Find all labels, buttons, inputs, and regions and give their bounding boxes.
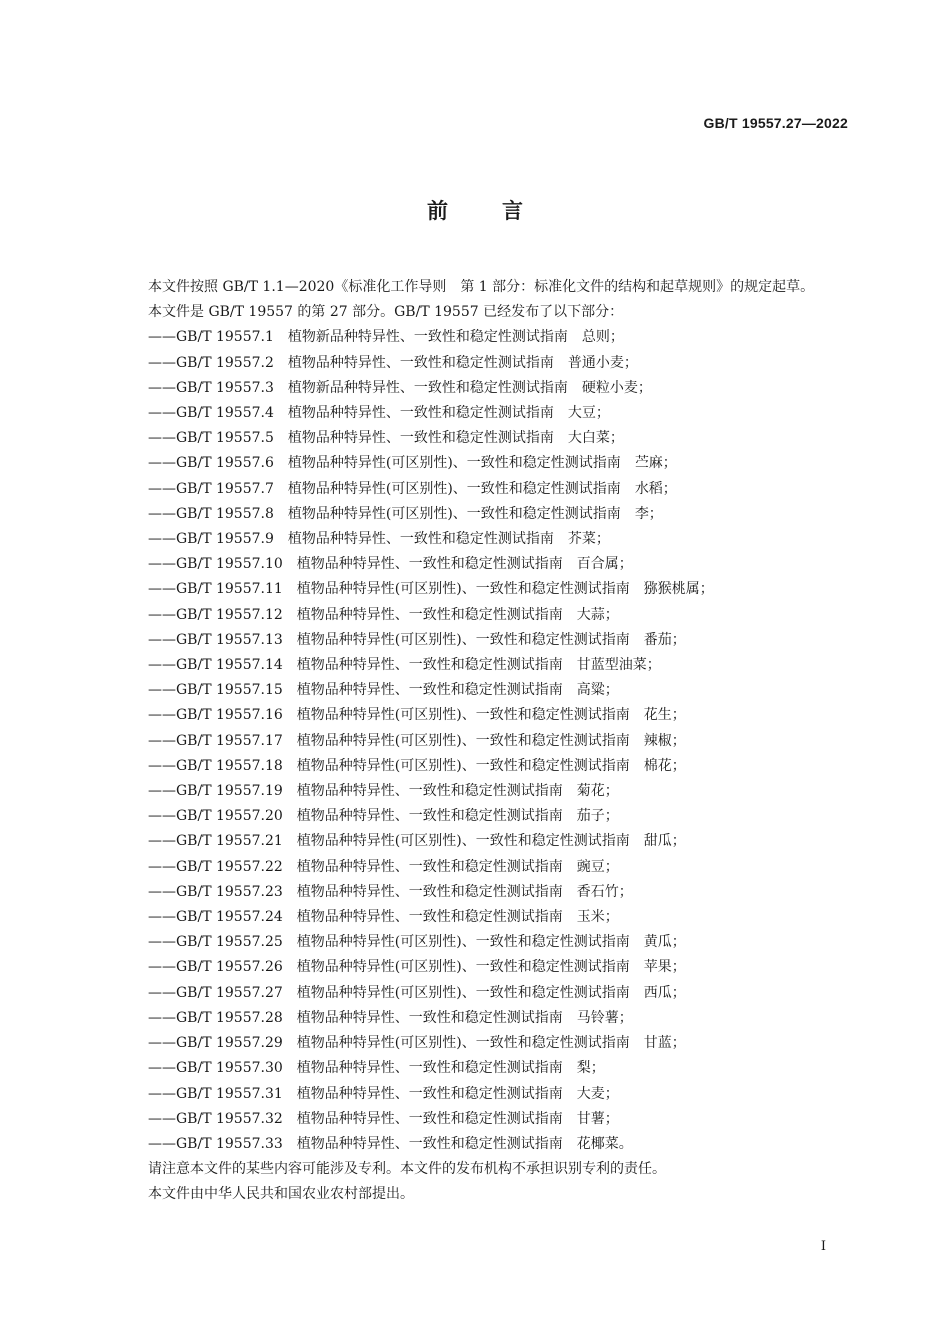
list-item	[113, 451, 851, 476]
published-parts-list	[113, 325, 851, 1157]
part-crop: 棉花；	[643, 757, 686, 774]
list-item	[113, 401, 851, 426]
part-code: GB/T 19557.14	[176, 657, 283, 674]
part-title: 植物品种特异性、一致性和稳定性测试指南	[296, 783, 563, 800]
list-item-dash: ——	[148, 354, 176, 371]
paragraph-proposer: 本文件由中华人民共和国农业农村部提出。	[148, 1186, 414, 1203]
list-item	[113, 502, 851, 527]
list-item-dash: ——	[148, 1060, 176, 1077]
part-code: GB/T 19557.19	[176, 783, 283, 800]
part-crop: 茄子；	[576, 808, 619, 825]
part-crop: 黄瓜；	[643, 934, 686, 951]
part-title: 植物品种特异性(可区别性)、一致性和稳定性测试指南	[296, 707, 630, 724]
part-title: 植物品种特异性、一致性和稳定性测试指南	[296, 858, 563, 875]
part-title: 植物品种特异性(可区别性)、一致性和稳定性测试指南	[296, 833, 630, 850]
list-item	[113, 804, 851, 829]
part-title: 植物品种特异性、一致性和稳定性测试指南	[287, 531, 554, 548]
list-item	[113, 376, 851, 401]
list-item-dash: ——	[148, 984, 176, 1001]
list-item-dash: ——	[148, 934, 176, 951]
list-item-dash: ——	[148, 379, 176, 396]
list-item	[113, 930, 851, 955]
part-code: GB/T 19557.25	[176, 934, 283, 951]
part-code: GB/T 19557.33	[176, 1135, 283, 1152]
list-item-dash: ——	[148, 1085, 176, 1102]
part-crop: 总则；	[581, 329, 624, 346]
part-title: 植物品种特异性、一致性和稳定性测试指南	[296, 682, 563, 699]
part-title: 植物品种特异性、一致性和稳定性测试指南	[296, 1135, 563, 1152]
list-item-dash: ——	[148, 959, 176, 976]
list-item-dash: ——	[148, 1035, 176, 1052]
part-code: GB/T 19557.23	[176, 883, 283, 900]
list-item-dash: ——	[148, 883, 176, 900]
part-title: 植物品种特异性、一致性和稳定性测试指南	[296, 556, 563, 573]
part-crop: 豌豆；	[576, 858, 619, 875]
list-item	[113, 351, 851, 376]
part-crop: 大麦；	[576, 1085, 619, 1102]
list-item	[113, 653, 851, 678]
list-item-dash: ——	[148, 430, 176, 447]
standard-number: GB/T 19557.27—2022	[703, 115, 848, 131]
part-crop: 甘蓝；	[643, 1035, 686, 1052]
list-item	[113, 678, 851, 703]
list-item	[113, 955, 851, 980]
part-crop: 百合属；	[576, 556, 633, 573]
part-title: 植物品种特异性、一致性和稳定性测试指南	[296, 909, 563, 926]
part-title: 植物品种特异性、一致性和稳定性测试指南	[296, 808, 563, 825]
part-title: 植物品种特异性(可区别性)、一致性和稳定性测试指南	[296, 934, 630, 951]
part-title: 植物新品种特异性、一致性和稳定性测试指南	[287, 329, 568, 346]
part-crop: 花椰菜。	[576, 1135, 633, 1152]
part-title: 植物品种特异性(可区别性)、一致性和稳定性测试指南	[287, 480, 621, 497]
part-title: 植物品种特异性(可区别性)、一致性和稳定性测试指南	[287, 455, 621, 472]
part-code: GB/T 19557.8	[176, 505, 274, 522]
part-title: 植物品种特异性、一致性和稳定性测试指南	[296, 1085, 563, 1102]
part-code: GB/T 19557.1	[176, 329, 274, 346]
part-code: GB/T 19557.5	[176, 430, 274, 447]
part-title: 植物品种特异性、一致性和稳定性测试指南	[287, 354, 554, 371]
part-code: GB/T 19557.3	[176, 379, 274, 396]
part-crop: 甘蓝型油菜；	[576, 657, 661, 674]
part-title: 植物品种特异性(可区别性)、一致性和稳定性测试指南	[296, 631, 630, 648]
part-code: GB/T 19557.16	[176, 707, 283, 724]
part-code: GB/T 19557.12	[176, 606, 283, 623]
part-crop: 大豆；	[567, 405, 610, 422]
part-code: GB/T 19557.20	[176, 808, 283, 825]
part-crop: 菊花；	[576, 783, 619, 800]
list-item	[113, 1006, 851, 1031]
list-item-dash: ——	[148, 707, 176, 724]
list-item-dash: ——	[148, 808, 176, 825]
part-title: 植物品种特异性(可区别性)、一致性和稳定性测试指南	[296, 581, 630, 598]
part-crop: 梨；	[576, 1060, 605, 1077]
list-item-dash: ——	[148, 556, 176, 573]
list-item	[113, 325, 851, 350]
list-item	[113, 426, 851, 451]
list-item	[113, 754, 851, 779]
part-code: GB/T 19557.15	[176, 682, 283, 699]
part-code: GB/T 19557.10	[176, 556, 283, 573]
part-title: 植物品种特异性(可区别性)、一致性和稳定性测试指南	[296, 959, 630, 976]
list-item-dash: ——	[148, 606, 176, 623]
list-item	[113, 1132, 851, 1157]
list-item-dash: ——	[148, 531, 176, 548]
list-item	[113, 703, 851, 728]
part-title: 植物品种特异性(可区别性)、一致性和稳定性测试指南	[287, 505, 621, 522]
list-item-dash: ——	[148, 833, 176, 850]
part-code: GB/T 19557.24	[176, 909, 283, 926]
part-crop: 李；	[634, 505, 663, 522]
document-body	[113, 275, 851, 1208]
part-title: 植物品种特异性、一致性和稳定性测试指南	[296, 1009, 563, 1026]
part-code: GB/T 19557.28	[176, 1009, 283, 1026]
part-code: GB/T 19557.29	[176, 1035, 283, 1052]
part-code: GB/T 19557.17	[176, 732, 283, 749]
part-title: 植物品种特异性、一致性和稳定性测试指南	[296, 1110, 563, 1127]
part-crop: 普通小麦；	[567, 354, 638, 371]
page-number: I	[820, 1239, 826, 1254]
part-code: GB/T 19557.21	[176, 833, 283, 850]
part-crop: 番茄；	[643, 631, 686, 648]
list-item	[113, 1031, 851, 1056]
list-item	[113, 1107, 851, 1132]
part-crop: 高粱；	[576, 682, 619, 699]
part-crop: 水稻；	[634, 480, 677, 497]
list-item-dash: ——	[148, 581, 176, 598]
part-crop: 香石竹；	[576, 883, 633, 900]
list-item-dash: ——	[148, 783, 176, 800]
list-item-dash: ——	[148, 455, 176, 472]
part-crop: 硬粒小麦；	[581, 379, 652, 396]
part-title: 植物品种特异性(可区别性)、一致性和稳定性测试指南	[296, 732, 630, 749]
part-code: GB/T 19557.6	[176, 455, 274, 472]
list-item	[113, 527, 851, 552]
list-item-dash: ——	[148, 657, 176, 674]
part-code: GB/T 19557.22	[176, 858, 283, 875]
part-title: 植物新品种特异性、一致性和稳定性测试指南	[287, 379, 568, 396]
part-code: GB/T 19557.13	[176, 631, 283, 648]
part-title: 植物品种特异性(可区别性)、一致性和稳定性测试指南	[296, 1035, 630, 1052]
part-crop: 甜瓜；	[643, 833, 686, 850]
list-item	[113, 1056, 851, 1081]
part-code: GB/T 19557.26	[176, 959, 283, 976]
part-title: 植物品种特异性(可区别性)、一致性和稳定性测试指南	[296, 984, 630, 1001]
list-item	[113, 477, 851, 502]
list-item-dash: ——	[148, 858, 176, 875]
part-title: 植物品种特异性、一致性和稳定性测试指南	[296, 657, 563, 674]
part-crop: 马铃薯；	[576, 1009, 633, 1026]
part-code: GB/T 19557.9	[176, 531, 274, 548]
list-item	[113, 855, 851, 880]
part-code: GB/T 19557.27	[176, 984, 283, 1001]
part-code: GB/T 19557.31	[176, 1085, 283, 1102]
list-item-dash: ——	[148, 480, 176, 497]
list-item-dash: ——	[148, 405, 176, 422]
part-title: 植物品种特异性(可区别性)、一致性和稳定性测试指南	[296, 757, 630, 774]
list-item	[113, 1082, 851, 1107]
list-item	[113, 981, 851, 1006]
part-crop: 甘薯；	[576, 1110, 619, 1127]
part-title: 植物品种特异性、一致性和稳定性测试指南	[296, 883, 563, 900]
part-crop: 大白菜；	[567, 430, 624, 447]
part-crop: 辣椒；	[643, 732, 686, 749]
part-code: GB/T 19557.32	[176, 1110, 283, 1127]
list-item-dash: ——	[148, 505, 176, 522]
list-item	[113, 628, 851, 653]
part-crop: 苹果；	[643, 959, 686, 976]
part-crop: 玉米；	[576, 909, 619, 926]
list-item-dash: ——	[148, 329, 176, 346]
list-item	[113, 880, 851, 905]
list-item-dash: ——	[148, 757, 176, 774]
part-code: GB/T 19557.2	[176, 354, 274, 371]
list-item-dash: ——	[148, 1009, 176, 1026]
list-item	[113, 552, 851, 577]
list-item-dash: ——	[148, 732, 176, 749]
part-title: 植物品种特异性、一致性和稳定性测试指南	[296, 1060, 563, 1077]
list-item	[113, 603, 851, 628]
list-item	[113, 829, 851, 854]
paragraph-series-intro: 本文件是 GB/T 19557 的第 27 部分。GB/T 19557 已经发布了以下部分：	[148, 304, 624, 321]
part-crop: 芥菜；	[567, 531, 610, 548]
list-item	[113, 577, 851, 602]
part-crop: 猕猴桃属；	[643, 581, 714, 598]
part-code: GB/T 19557.7	[176, 480, 274, 497]
list-item-dash: ——	[148, 1110, 176, 1127]
page-title: 前言	[427, 199, 577, 223]
list-item-dash: ——	[148, 1135, 176, 1152]
part-crop: 苎麻；	[634, 455, 677, 472]
list-item-dash: ——	[148, 682, 176, 699]
part-code: GB/T 19557.30	[176, 1060, 283, 1077]
part-code: GB/T 19557.18	[176, 757, 283, 774]
part-title: 植物品种特异性、一致性和稳定性测试指南	[287, 405, 554, 422]
list-item-dash: ——	[148, 631, 176, 648]
part-code: GB/T 19557.4	[176, 405, 274, 422]
part-title: 植物品种特异性、一致性和稳定性测试指南	[296, 606, 563, 623]
list-item	[113, 905, 851, 930]
part-title: 植物品种特异性、一致性和稳定性测试指南	[287, 430, 554, 447]
part-crop: 花生；	[643, 707, 686, 724]
list-item	[113, 729, 851, 754]
part-crop: 大蒜；	[576, 606, 619, 623]
list-item-dash: ——	[148, 909, 176, 926]
paragraph-patent-notice: 请注意本文件的某些内容可能涉及专利。本文件的发布机构不承担识别专利的责任。	[148, 1161, 666, 1178]
part-crop: 西瓜；	[643, 984, 686, 1001]
paragraph-drafting-rules: 本文件按照 GB/T 1.1—2020《标准化工作导则 第 1 部分：标准化文件的结构和起草规则》的规定起草。	[148, 279, 815, 295]
list-item	[113, 779, 851, 804]
part-code: GB/T 19557.11	[176, 581, 283, 598]
